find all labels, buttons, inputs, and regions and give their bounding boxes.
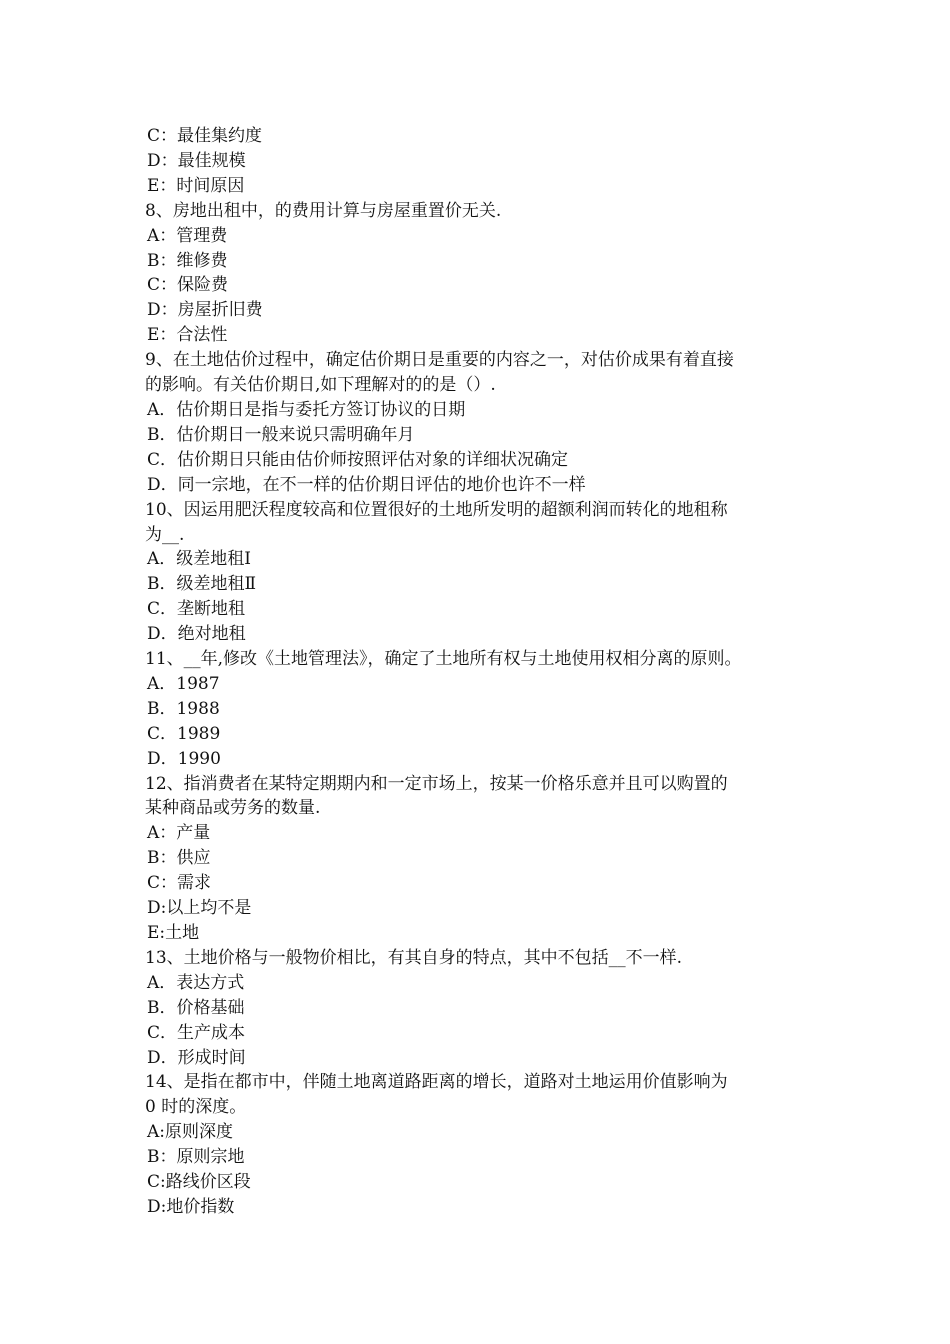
answer-option: B：维修费 [147, 250, 228, 271]
answer-option: E:土地 [147, 923, 200, 943]
answer-option: B：供应 [147, 848, 211, 869]
answer-option: C．生产成本 [147, 1022, 246, 1043]
answer-option: D:地价指数 [147, 1196, 235, 1217]
document-body [145, 124, 810, 1220]
answer-option: C:路线价区段 [147, 1172, 251, 1193]
answer-option: D．形成时间 [147, 1047, 246, 1068]
answer-option: B．价格基础 [147, 997, 245, 1018]
answer-option: C．垄断地租 [147, 599, 246, 620]
answer-option: A．估价期日是指与委托方签订协议的日期 [147, 399, 466, 420]
question-text-line: 为__. [145, 524, 185, 545]
answer-option: C．1989 [147, 723, 221, 744]
answer-option: B．1988 [147, 698, 220, 719]
answer-option: E：时间原因 [147, 175, 245, 196]
question-text-line: 11、__年,修改《土地管理法》，确定了土地所有权与土地使用权相分离的原则。 [145, 649, 742, 670]
answer-option: C．估价期日只能由估价师按照评估对象的详细状况确定 [147, 449, 569, 470]
answer-option: A．1987 [147, 673, 220, 694]
answer-option: D：房屋折旧费 [147, 300, 263, 321]
answer-option: D．绝对地租 [147, 624, 246, 645]
answer-option: C：最佳集约度 [147, 126, 263, 146]
answer-option: A．表达方式 [147, 972, 245, 993]
question-text-line: 0 时的深度。 [145, 1097, 247, 1118]
question-text-line: 8、房地出租中，的费用计算与房屋重置价无关. [145, 200, 502, 221]
answer-option: D：最佳规模 [147, 150, 246, 171]
answer-option: B：原则宗地 [147, 1147, 245, 1168]
answer-option: C：需求 [147, 873, 212, 894]
question-text-line: 10、因运用肥沃程度较高和位置很好的土地所发明的超额利润而转化的地租称 [145, 499, 728, 520]
question-text-line: 14、是指在都市中，伴随土地离道路距离的增长，道路对土地运用价值影响为 [145, 1072, 728, 1093]
answer-option: D．1990 [147, 748, 221, 769]
answer-option: D:以上均不是 [147, 898, 252, 919]
answer-option: A:原则深度 [147, 1122, 234, 1143]
answer-option: A：产量 [147, 823, 211, 844]
answer-option: B．级差地租Ⅱ [147, 574, 257, 595]
answer-option: A．级差地租Ⅰ [147, 549, 251, 570]
question-text-line: 9、在土地估价过程中，确定估价期日是重要的内容之一，对估价成果有着直接 [145, 350, 734, 371]
question-text-line: 12、指消费者在某特定期期内和一定市场上，按某一价格乐意并且可以购置的 [145, 773, 728, 794]
answer-option: C：保险费 [147, 275, 229, 296]
answer-option: B．估价期日一般来说只需明确年月 [147, 424, 415, 445]
question-text-line: 13、土地价格与一般物价相比，有其自身的特点，其中不包括__不一样. [145, 947, 683, 968]
answer-option: E：合法性 [147, 325, 228, 346]
question-text-line: 的影响。有关估价期日,如下理解对的的是（）. [145, 375, 496, 396]
answer-option: A：管理费 [147, 225, 228, 246]
answer-option: D．同一宗地，在不一样的估价期日评估的地价也许不一样 [147, 474, 586, 495]
question-text-line: 某种商品或劳务的数量. [145, 798, 321, 819]
